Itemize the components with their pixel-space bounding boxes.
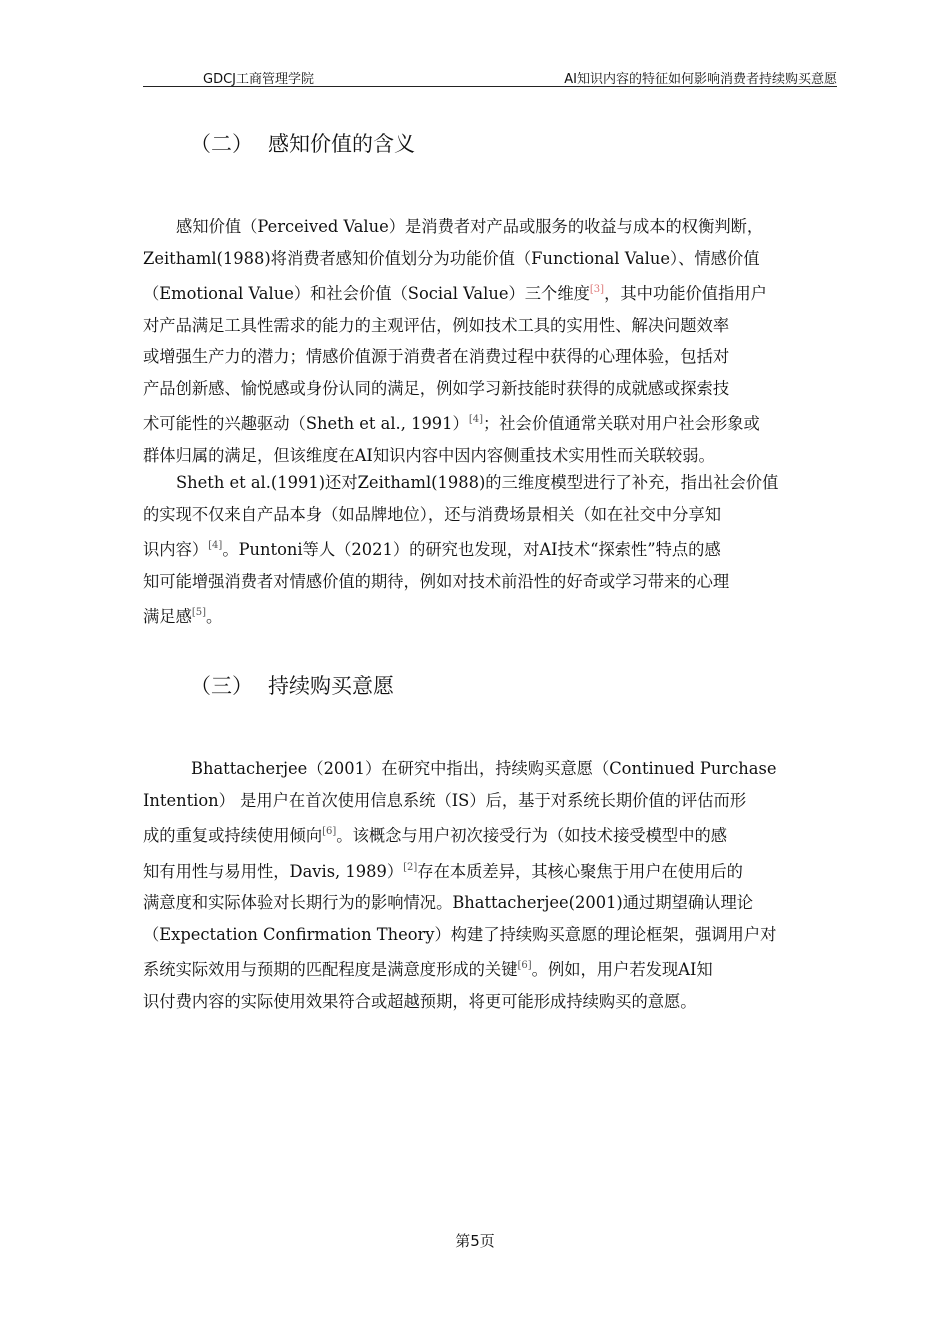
citation-ref: [4] [208,540,223,551]
text-line: 知有用性与易用性，Davis, 1989）[2]存在本质差异，其核心聚焦于用户在使用后的 [143,861,743,881]
text-line: 的实现不仅来自产品本身（如品牌地位），还与消费场景相关（如在社交中分享知 [143,504,721,524]
citation-ref: [6] [322,826,337,837]
text-line: 对产品满足工具性需求的能力的主观评估，例如技术工具的实用性、解决问题效率 [143,315,730,335]
header-school: GDCJ工商管理学院 [203,72,314,87]
text-line: 知可能增强消费者对情感价值的期待，例如对技术前沿性的好奇或学习带来的心理 [143,571,730,591]
text-line: Intention） 是用户在首次使用信息系统（IS）后，基于对系统长期价值的评估而形 [143,790,747,810]
section-heading-continued-purchase [190,670,394,700]
section-title: 持续购买意愿 [268,674,394,698]
text-line: （Expectation Confirmation Theory）构建了持续购买意愿的理论框架，强调用户对 [143,924,777,944]
text-line: 识内容）[4]。Puntoni等人（2021）的研究也发现，对AI技术“探索性”特点的感 [143,540,721,559]
citation-ref: [4] [468,414,483,425]
citation-ref: [5] [191,607,207,618]
text-line: Sheth et al.(1991)还对Zeithaml(1988)的三维度模型进行了补充，指出社会价值 [176,473,779,492]
section-heading-perceived-value [190,128,415,158]
citation-ref: [3] [589,284,605,295]
text-line: 或增强生产力的潜力；情感价值源于消费者在消费过程中获得的心理体验，包括对 [143,347,730,366]
section-number: （三） [190,674,253,698]
section-number: （二） [190,132,253,156]
page-number: 第5页 [455,1232,495,1250]
text-line: 群体归属的满足，但该维度在AI知识内容中因内容侧重技术实用性而关联较弱。 [143,445,715,465]
paragraph-sheth-model [143,467,837,633]
text-line: 识付费内容的实际使用效果符合或超越预期，将更可能形成持续购买的意愿。 [143,991,697,1011]
citation-ref: [6] [517,960,532,971]
text-line: 产品创新感、愉悦感或身份认同的满足，例如学习新技能时获得的成就感或探索技 [143,378,730,398]
paragraph-perceived-value-definition [143,211,837,471]
text-line: Bhattacherjee（2001）在研究中指出，持续购买意愿（Continued Purchase [191,759,777,778]
paragraph-continued-purchase-intention [143,753,837,1017]
citation-ref: [2] [403,861,418,873]
text-line: Zeithaml(1988)将消费者感知价值划分为功能价值（Functional Value）、情感价值 [143,248,760,268]
section-title: 感知价值的含义 [268,132,415,156]
text-line: 满意度和实际体验对长期行为的影响情况。Bhattacherjee(2001)通过期望确认理论 [143,893,754,912]
text-line: （Emotional Value）和社会价值（Social Value）三个维度[3]，其中功能价值指用户 [143,284,767,303]
text-line: 系统实际效用与预期的匹配程度是满意度形成的关键[6]。例如，用户若发现AI知 [143,960,713,979]
text-line: 满足感[5]。 [143,607,223,626]
text-line: 术可能性的兴趣驱动（Sheth et al., 1991）[4]；社会价值通常关联对用户社会形象或 [143,414,760,433]
text-line: 感知价值（Perceived Value）是消费者对产品或服务的收益与成本的权衡判断， [176,217,764,236]
header-thesis-title: AI知识内容的特征如何影响消费者持续购买意愿 [564,72,837,87]
page-header [143,66,837,87]
text-line: 成的重复或持续使用倾向[6]。该概念与用户初次接受行为（如技术接受模型中的感 [143,826,728,845]
